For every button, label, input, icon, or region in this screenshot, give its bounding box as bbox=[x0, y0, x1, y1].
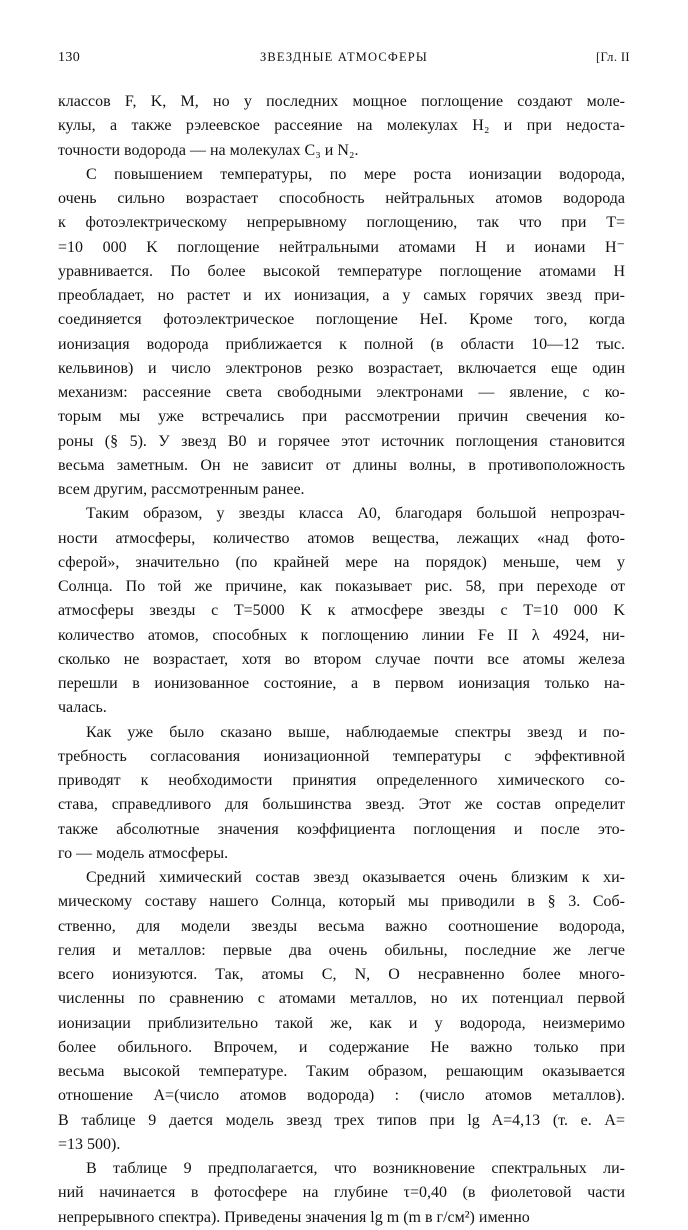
text-line: Как уже было сказано выше, наблюдаемые спектры звезд и по- bbox=[86, 723, 625, 741]
text-line: ионизация водорода приближается к полной (в области 10—12 тыс. bbox=[58, 335, 625, 353]
page-number: 130 bbox=[58, 50, 81, 65]
text-line: кельвинов) и число электронов резко возрастает, включается еще один bbox=[58, 359, 625, 377]
text-line: Солнца. По той же причине, как показывает рис. 58, при переходе от bbox=[58, 578, 625, 595]
text-line: требность согласования ионизационной температуры с эффективной bbox=[58, 747, 625, 765]
text-line: ионизации приблизительно такой же, как и у водорода, неизмеримо bbox=[58, 1014, 625, 1032]
text-line: атмосферы звезды с T=5000 K к атмосфере звезды с T=10 000 K bbox=[58, 602, 625, 620]
text-line: к фотоэлектрическому непрерывному поглощению, так что при T= bbox=[58, 214, 625, 232]
text-line: ний начинается в фотосфере на глубине τ=0,40 (в фиолетовой части bbox=[58, 1184, 625, 1202]
text-line: численны по сравнению с атомами металлов, но их потенциал первой bbox=[58, 990, 625, 1008]
text-line: количество атомов, способных к поглощению линии Fe II λ 4924, ни- bbox=[58, 626, 625, 644]
text-line: приводят к необходимости принятия определенного химического со- bbox=[58, 772, 625, 789]
text-line: В таблице 9 дается модель звезд трех типов при lg A=4,13 (т. е. A= bbox=[58, 1111, 625, 1129]
text-line: В таблице 9 предполагается, что возникновение спектральных ли- bbox=[86, 1160, 625, 1177]
text-line: непрерывного спектра). Приведены значения lg m (m в г/см²) именно bbox=[58, 1208, 530, 1226]
text-line: очень сильно возрастает способность нейтральных атомов водорода bbox=[58, 190, 625, 207]
text-line: весьма высокой температуре. Таким образом, решающим оказывается bbox=[58, 1063, 625, 1080]
chapter-label: [Гл. II bbox=[595, 50, 630, 64]
text-line: классов F, K, M, но у последних мощное поглощение создают моле- bbox=[58, 93, 625, 110]
text-line: ственно, для модели звезды весьма важно соотношение водорода, bbox=[58, 917, 625, 935]
text-line: го — модель атмосферы. bbox=[58, 844, 229, 862]
running-header bbox=[58, 50, 630, 72]
running-title: ЗВЕЗДНЫЕ АТМОСФЕРЫ bbox=[259, 50, 429, 64]
text-line: также абсолютные значения коэффициента поглощения и после это- bbox=[58, 820, 625, 838]
text-line: перешли в ионизованное состояние, а в первом ионизация только на- bbox=[58, 675, 625, 692]
text-line: кулы, а также рэлеевское рассеяние на молекулах H₂ и при недоста- bbox=[58, 117, 625, 135]
text-line: сферой», значительно (по крайней мере на порядок) меньше, чем у bbox=[58, 553, 625, 571]
text-line: Таким образом, у звезды класса A0, благодаря большой непрозрач- bbox=[86, 505, 625, 523]
text-line: более обильного. Впрочем, и содержание He важно только при bbox=[58, 1038, 625, 1056]
text-line: Средний химический состав звезд оказывается очень близким к хи- bbox=[86, 869, 625, 886]
text-line: точности водорода — на молекулах C₃ и N₂. bbox=[58, 141, 359, 159]
text-line: всем другим, рассмотренным ранее. bbox=[58, 481, 305, 498]
text-line: всего ионизуются. Так, атомы C, N, O несравненно более много- bbox=[58, 966, 625, 983]
body-text bbox=[58, 90, 625, 1230]
text-line: =10 000 K поглощение нейтральными атомами H и ионами H⁻ bbox=[58, 238, 625, 256]
text-line: чалась. bbox=[58, 699, 107, 717]
text-line: торым мы уже встречались при рассмотрении причин свечения ко- bbox=[58, 408, 625, 426]
text-line: отношение A=(число атомов водорода) : (число атомов металлов). bbox=[58, 1087, 625, 1105]
text-line: ности атмосферы, количество атомов вещества, лежащих «над фото- bbox=[58, 529, 625, 547]
text-line: става, справедливого для большинства звезд. Этот же состав определит bbox=[58, 796, 625, 814]
text-line: весьма заметным. Он не зависит от длины волны, в противоположность bbox=[58, 456, 625, 474]
text-line: =13 500). bbox=[58, 1135, 121, 1153]
text-line: гелия и металлов: первые два очень обильны, последние же легче bbox=[58, 941, 625, 959]
text-line: роны (§ 5). У звезд B0 и горячее этот источник поглощения становится bbox=[58, 432, 625, 450]
text-line: соединяется фотоэлектрическое поглощение HeI. Кроме того, когда bbox=[58, 311, 625, 329]
text-line: механизм: рассеяние света свободными электронами — явление, с ко- bbox=[58, 384, 625, 401]
text-line: С повышением температуры, по мере роста ионизации водорода, bbox=[86, 165, 625, 183]
text-line: преобладает, но растет и их ионизация, а у самых горячих звезд при- bbox=[58, 287, 625, 304]
text-line: мическому составу нашего Солнца, который мы приводили в § 3. Соб- bbox=[58, 893, 625, 911]
text-line: сколько не возрастает, хотя во втором случае почти все атомы железа bbox=[58, 650, 625, 668]
text-line: уравнивается. По более высокой температуре поглощение атомами H bbox=[58, 262, 625, 280]
